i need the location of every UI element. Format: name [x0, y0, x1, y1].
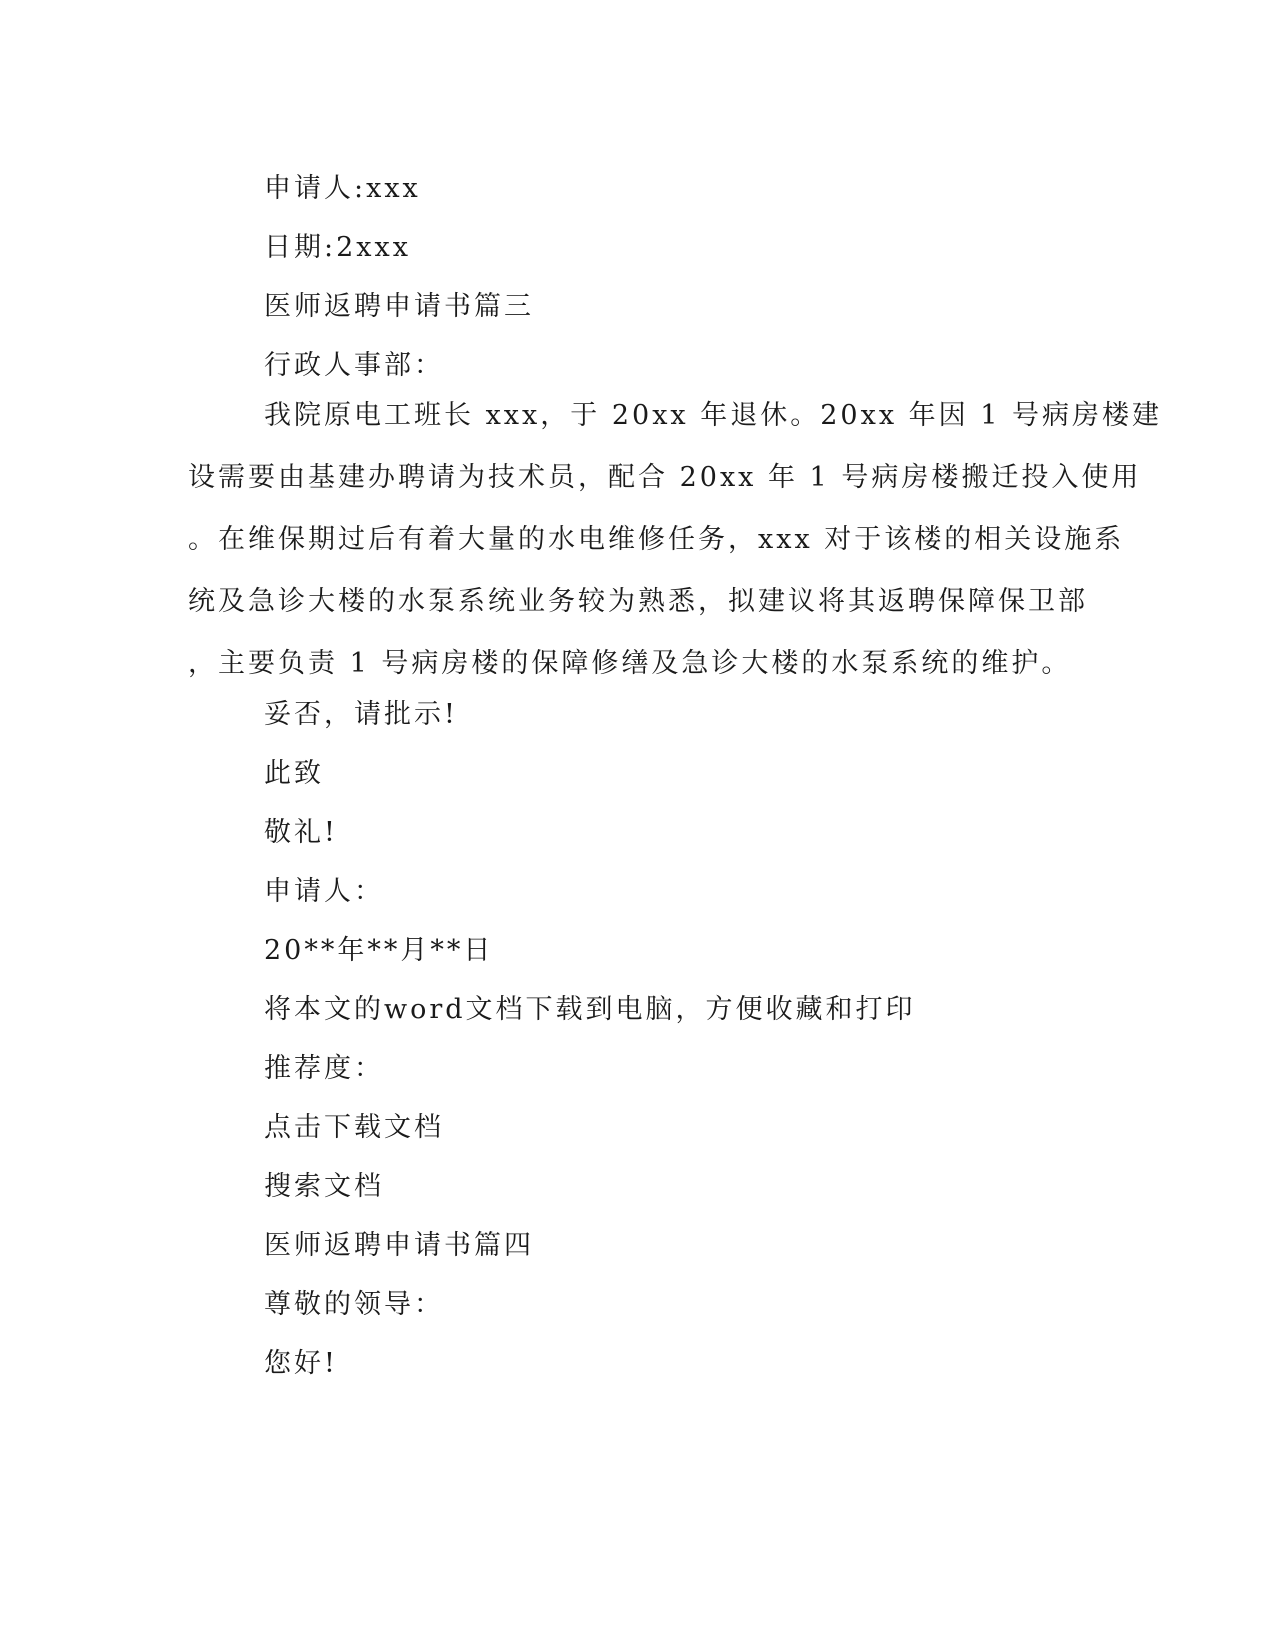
- greeting: 您好!: [264, 1348, 338, 1379]
- recommendation-label: 推荐度：: [264, 1053, 384, 1084]
- recipient-line: 行政人事部：: [264, 350, 444, 381]
- section-title-4: 医师返聘申请书篇四: [264, 1230, 534, 1261]
- search-link[interactable]: 搜索文档: [264, 1171, 384, 1202]
- paragraph-line: ，主要负责 1 号病房楼的保障修缮及急诊大楼的水泵系统的维护。: [188, 648, 1072, 679]
- approval-request: 妥否，请批示!: [264, 699, 458, 730]
- paragraph-line: 统及急诊大楼的水泵系统业务较为熟悉，拟建议将其返聘保障保卫部: [188, 586, 1088, 617]
- closing-jingli: 敬礼!: [264, 817, 338, 848]
- download-note: 将本文的word文档下载到电脑，方便收藏和打印: [264, 994, 916, 1025]
- section-title-3: 医师返聘申请书篇三: [264, 291, 534, 322]
- paragraph-line: 。在维保期过后有着大量的水电维修任务，xxx 对于该楼的相关设施系: [188, 524, 1125, 555]
- closing-cizhi: 此致: [264, 758, 324, 789]
- signature-applicant: 申请人：: [264, 876, 384, 907]
- download-link[interactable]: 点击下载文档: [264, 1112, 444, 1143]
- applicant-line: 申请人:xxx: [264, 173, 421, 204]
- paragraph-line: 设需要由基建办聘请为技术员，配合 20xx 年 1 号病房楼搬迁投入使用: [188, 462, 1142, 493]
- paragraph-line: 我院原电工班长 xxx，于 20xx 年退休。20xx 年因 1 号病房楼建: [264, 400, 1162, 431]
- salutation: 尊敬的领导：: [264, 1289, 444, 1320]
- signature-date: 20**年**月**日: [264, 935, 494, 966]
- body-paragraph: [188, 385, 1162, 695]
- date-line: 日期:2xxx: [264, 232, 411, 263]
